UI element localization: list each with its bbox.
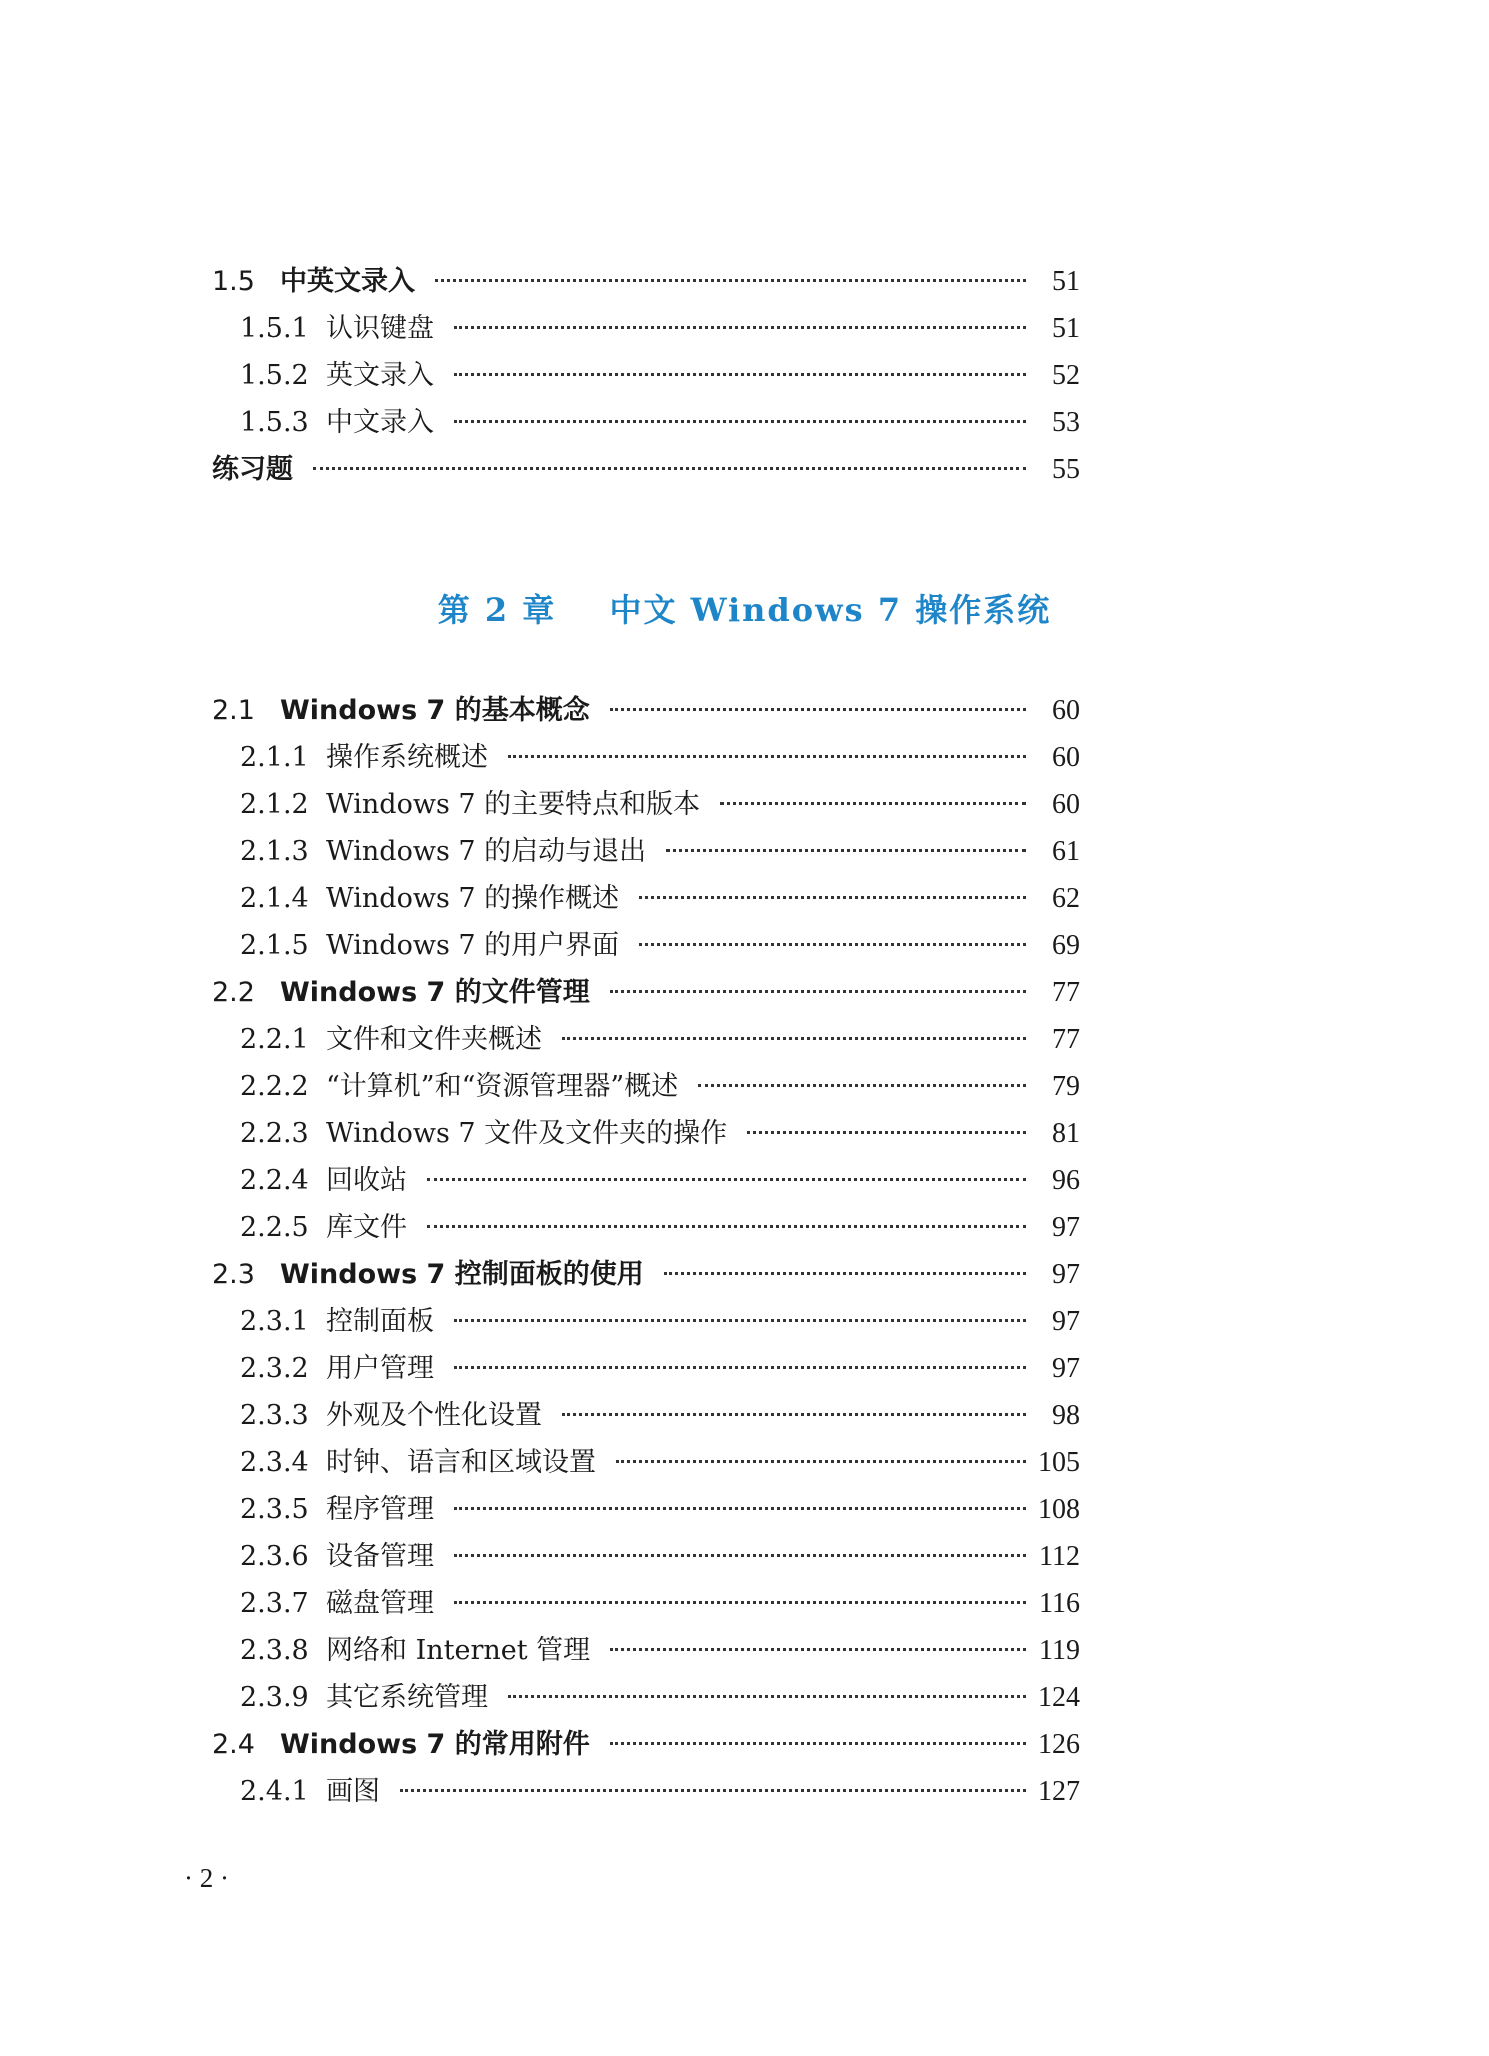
entry-title: 控制面板: [326, 1306, 434, 1337]
toc-entry: [212, 1110, 1080, 1157]
entry-page: 97: [1052, 1259, 1080, 1290]
entry-page: 124: [1038, 1682, 1080, 1713]
toc-entry: [212, 1392, 1080, 1439]
entry-page: 77: [1052, 977, 1080, 1008]
entry-title: “计算机”和“资源管理器”概述: [326, 1071, 679, 1102]
toc-entry: [212, 1533, 1080, 1580]
entry-page: 60: [1052, 695, 1080, 726]
dot-leader: [562, 1413, 1026, 1416]
entry-page: 96: [1052, 1165, 1080, 1196]
toc-entry: [212, 687, 1080, 734]
dot-leader: [698, 1084, 1026, 1087]
entry-title: 文件和文件夹概述: [326, 1024, 542, 1055]
entry-number: 2.2: [212, 977, 255, 1008]
entry-page: 119: [1039, 1635, 1080, 1666]
toc-entry: [212, 1063, 1080, 1110]
toc-entry: [212, 1345, 1080, 1392]
entry-page: 51: [1052, 266, 1080, 297]
entry-number: 2.1.1: [240, 742, 309, 773]
entry-page: 51: [1052, 313, 1080, 344]
entry-page: 108: [1038, 1494, 1080, 1525]
entry-title: Windows 7 文件及文件夹的操作: [326, 1118, 728, 1149]
entry-page: 127: [1038, 1776, 1080, 1807]
entry-title: 用户管理: [326, 1353, 434, 1384]
entry-number: 2.1.3: [240, 836, 309, 867]
entry-page: 97: [1052, 1353, 1080, 1384]
entry-title: Windows 7 的常用附件: [280, 1729, 590, 1760]
entry-number: 1.5.2: [240, 360, 309, 391]
dot-leader: [454, 1554, 1026, 1557]
toc-entry: [212, 875, 1080, 922]
toc-entry: [212, 1016, 1080, 1063]
entry-title: Windows 7 控制面板的使用: [280, 1259, 644, 1290]
toc-entry: [212, 1157, 1080, 1204]
toc-entry-exercises: [212, 446, 1080, 493]
dot-leader: [313, 467, 1026, 470]
dot-leader: [454, 1366, 1026, 1369]
toc-entry: [212, 828, 1080, 875]
entry-number: 2.3.6: [240, 1541, 309, 1572]
entry-number: 2.3.2: [240, 1353, 309, 1384]
entry-number: 2.3.9: [240, 1682, 309, 1713]
entry-page: 97: [1052, 1212, 1080, 1243]
dot-leader: [747, 1131, 1026, 1134]
entry-number: 2.4: [212, 1729, 255, 1760]
entry-title: 网络和 Internet 管理: [326, 1635, 591, 1666]
entry-title: 程序管理: [326, 1494, 434, 1525]
entry-page: 116: [1039, 1588, 1080, 1619]
entry-title: 设备管理: [326, 1541, 434, 1572]
entry-title: 回收站: [326, 1165, 407, 1196]
chapter-label: 第 2 章: [437, 591, 557, 629]
toc-entry: [212, 969, 1080, 1016]
entry-title: 英文录入: [326, 360, 434, 391]
entry-number: 2.1.5: [240, 930, 309, 961]
dot-leader: [435, 279, 1026, 282]
entry-page: 79: [1052, 1071, 1080, 1102]
dot-leader: [454, 1319, 1026, 1322]
entry-title: Windows 7 的文件管理: [280, 977, 590, 1008]
entry-title: Windows 7 的启动与退出: [326, 836, 647, 867]
toc-entry: [212, 1768, 1080, 1815]
entry-number: 1.5.3: [240, 407, 309, 438]
entry-number: 2.2.4: [240, 1165, 309, 1196]
dot-leader: [454, 1601, 1026, 1604]
entry-number: 2.2.1: [240, 1024, 309, 1055]
entry-number: 2.3.5: [240, 1494, 309, 1525]
toc-entry: [212, 1627, 1080, 1674]
entry-page: 52: [1052, 360, 1080, 391]
chapter-title: 中文 Windows 7 操作系统: [609, 591, 1052, 629]
dot-leader: [610, 1648, 1026, 1651]
toc-entry: [212, 1674, 1080, 1721]
dot-leader: [454, 373, 1026, 376]
toc-entry: [212, 258, 1080, 305]
dot-leader: [610, 990, 1026, 993]
entry-title: Windows 7 的操作概述: [326, 883, 620, 914]
dot-leader: [400, 1789, 1026, 1792]
entry-page: 61: [1052, 836, 1080, 867]
dot-leader: [427, 1225, 1026, 1228]
toc-entry: [212, 1439, 1080, 1486]
toc-entry: [212, 305, 1080, 352]
entry-page: 53: [1052, 407, 1080, 438]
entry-title: 时钟、语言和区域设置: [326, 1447, 596, 1478]
entry-number: 2.2.2: [240, 1071, 309, 1102]
dot-leader: [562, 1037, 1026, 1040]
entry-number: 2.4.1: [240, 1776, 309, 1807]
dot-leader: [610, 708, 1026, 711]
entry-title: 认识键盘: [326, 313, 434, 344]
entry-title: Windows 7 的基本概念: [280, 695, 590, 726]
entry-page: 69: [1052, 930, 1080, 961]
toc-entry: [212, 1204, 1080, 1251]
entry-title: 练习题: [212, 454, 293, 485]
dot-leader: [508, 1695, 1026, 1698]
entry-title: 中英文录入: [280, 266, 415, 297]
entry-number: 2.3.3: [240, 1400, 309, 1431]
entry-title: Windows 7 的用户界面: [326, 930, 620, 961]
dot-leader: [454, 420, 1026, 423]
entry-number: 1.5.1: [240, 313, 309, 344]
dot-leader: [508, 755, 1026, 758]
entry-title: 操作系统概述: [326, 742, 488, 773]
entry-title: 外观及个性化设置: [326, 1400, 542, 1431]
toc-chapter-block: [212, 687, 1080, 1815]
toc-entry: [212, 734, 1080, 781]
entry-title: 中文录入: [326, 407, 434, 438]
dot-leader: [720, 802, 1026, 805]
entry-title: Windows 7 的主要特点和版本: [326, 789, 701, 820]
toc-entry: [212, 1486, 1080, 1533]
entry-number: 2.2.5: [240, 1212, 309, 1243]
entry-title: 其它系统管理: [326, 1682, 488, 1713]
entry-page: 62: [1052, 883, 1080, 914]
entry-page: 126: [1038, 1729, 1080, 1760]
dot-leader: [616, 1460, 1026, 1463]
entry-number: 2.3: [212, 1259, 255, 1290]
entry-title: 磁盘管理: [326, 1588, 434, 1619]
dot-leader: [454, 1507, 1026, 1510]
toc-entry: [212, 1251, 1080, 1298]
entry-page: 97: [1052, 1306, 1080, 1337]
dot-leader: [639, 896, 1026, 899]
entry-page: 81: [1052, 1118, 1080, 1149]
entry-number: 2.3.7: [240, 1588, 309, 1619]
toc-entry: [212, 922, 1080, 969]
entry-number: 2.1: [212, 695, 255, 726]
toc-entry: [212, 399, 1080, 446]
entry-number: 2.3.4: [240, 1447, 309, 1478]
entry-number: 2.1.2: [240, 789, 309, 820]
dot-leader: [454, 326, 1026, 329]
entry-title: 画图: [326, 1776, 380, 1807]
entry-page: 77: [1052, 1024, 1080, 1055]
dot-leader: [639, 943, 1026, 946]
dot-leader: [610, 1742, 1026, 1745]
entry-page: 105: [1038, 1447, 1080, 1478]
entry-number: 2.1.4: [240, 883, 309, 914]
toc-entry: [212, 1580, 1080, 1627]
entry-page: 98: [1052, 1400, 1080, 1431]
toc-entry: [212, 352, 1080, 399]
entry-number: 1.5: [212, 266, 255, 297]
toc-entry: [212, 1298, 1080, 1345]
page-folio: · 2 ·: [184, 1863, 229, 1893]
toc-entry: [212, 781, 1080, 828]
entry-number: 2.3.8: [240, 1635, 309, 1666]
dot-leader: [427, 1178, 1026, 1181]
toc-top-block: [212, 258, 1080, 493]
entry-page: 112: [1039, 1541, 1080, 1572]
dot-leader: [666, 849, 1026, 852]
entry-number: 2.3.1: [240, 1306, 309, 1337]
entry-title: 库文件: [326, 1212, 407, 1243]
chapter-heading: [0, 585, 1489, 631]
entry-page: 55: [1052, 454, 1080, 485]
entry-page: 60: [1052, 742, 1080, 773]
entry-page: 60: [1052, 789, 1080, 820]
dot-leader: [664, 1272, 1026, 1275]
entry-number: 2.2.3: [240, 1118, 309, 1149]
toc-entry: [212, 1721, 1080, 1768]
